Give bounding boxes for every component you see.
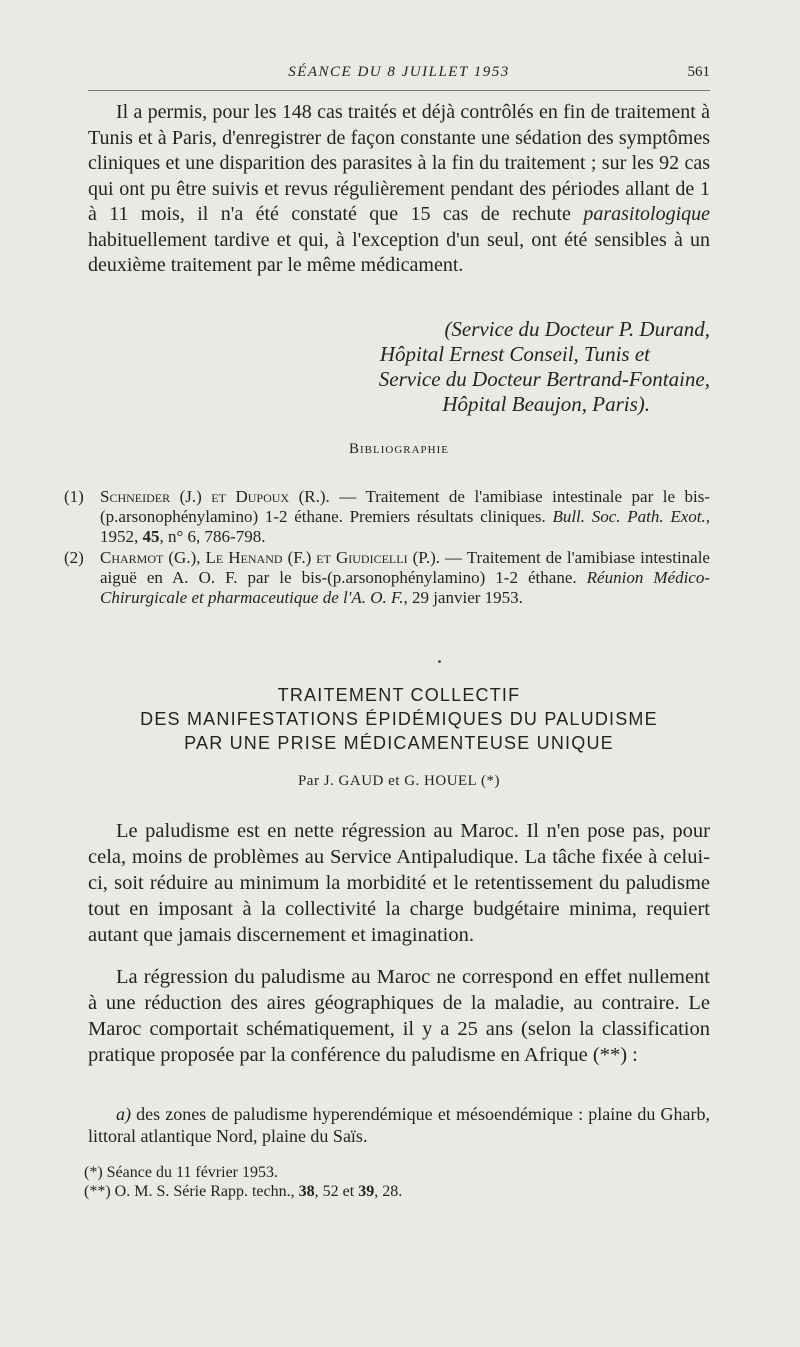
intro-text: Il a permis, pour les 148 cas traités et déjà contrôlés en fin de traitement à Tunis et à Paris, d'enregistrer de façon constante une sédation des symptômes cliniques et une disparition des parasites à la fin du traitement ; sur les 92 cas qui ont pu être suivis et revus régulièrement pendant des périodes allant de 1 à 11 mois, il n'a été constaté que 15 cas de rechute [88, 101, 710, 225]
article-title-line: TRAITEMENT COLLECTIF [277, 685, 521, 705]
signature-block [300, 317, 710, 417]
article-paragraph: Le paludisme est en nette régression au Maroc. Il n'en pose pas, pour cela, moins de problèmes au Service Antipaludique. La tâche fixée à celui-ci, soit réduire au minimum la morbidité et le retentissement du paludisme tout en imposant à la collectivité la charge budgétaire minima, requiert autant que jamais discernement et imagination. [88, 820, 710, 946]
reference-authors: Schneider (J.) et Dupoux (R.). [100, 487, 330, 506]
footnote [84, 1182, 706, 1201]
bibliography-title: Bibliographie [349, 441, 449, 457]
reference-year: , 1952, [100, 507, 710, 546]
signature-line: Hôpital Beaujon, Paris). [442, 392, 650, 416]
intro-italic: parasitologique [583, 203, 711, 225]
intro-tail: habituellement tardive et qui, à l'exception d'un seul, ont été sensibles à un deuxième traitement par le même médicament. [88, 228, 710, 276]
article-paragraph: La régression du paludisme au Maroc ne correspond en effet nullement à une réduction des aires géographiques de la maladie, au contraire. Le Maroc comportait schématiquement, il y a 25 ans (selon la classification pratique proposée par la conférence du paludisme en Afrique (**) : [88, 966, 710, 1066]
footnotes [84, 1163, 706, 1201]
footnote: (*) Séance du 11 février 1953. [84, 1164, 278, 1181]
footnote-volume: 39 [358, 1183, 375, 1200]
article-list-item [88, 1103, 710, 1147]
intro-paragraph-block [88, 100, 710, 279]
reference-authors: Charmot (G.), Le Henand (F.) et Giudicelli (P.). [100, 548, 440, 567]
reference-journal: Réunion Médico-Chirurgicale et pharmaceutique de l'A. O. F. [100, 568, 711, 607]
article-list-item-block [88, 1103, 710, 1147]
list-item-text: des zones de paludisme hyperendémique et mésoendémique : plaine du Gharb, littoral atlantique Nord, plaine du Saïs. [88, 1104, 710, 1146]
running-header [88, 62, 710, 91]
reference-item [64, 548, 710, 608]
page-number: 561 [687, 64, 710, 80]
reference-text: — Traitement de l'amibiase intestinale par le bis-(p.arsonophénylamino) 1-2 éthane. Premiers résultats cliniques. [100, 487, 711, 526]
article-authors: Par J. GAUD et G. HOUEL (*) [297, 773, 501, 789]
intro-paragraph [88, 100, 710, 279]
reference-pages: , n° 6, 786-798. [159, 527, 266, 546]
signature-line: Hôpital Ernest Conseil, Tunis et [379, 342, 650, 366]
reference-number: (2) [64, 548, 84, 567]
reference-number: (1) [64, 487, 84, 506]
reference-item [64, 487, 710, 547]
footnote-text: , 52 et [314, 1183, 359, 1200]
article-title-line: PAR UNE PRISE MÉDICAMENTEUSE UNIQUE [184, 733, 614, 753]
article-paragraph-1-block [88, 818, 710, 948]
footnote-text: (**) O. M. S. Série Rapp. techn., [84, 1183, 299, 1200]
reference-text: — Traitement de l'amibiase intestinale aiguë en A. O. F. par le bis-(p.arsonophénylamino) 1-2 éthane. [100, 548, 710, 587]
signature-line: (Service du Docteur P. Durand, [444, 317, 710, 341]
footnote-volume: 38 [298, 1183, 315, 1200]
list-item-label: a) [116, 1104, 131, 1124]
separator-dot [438, 660, 441, 663]
article-title-line: DES MANIFESTATIONS ÉPIDÉMIQUES DU PALUDISME [140, 709, 658, 729]
reference-journal: Bull. Soc. Path. Exot. [552, 507, 706, 526]
article-paragraph-2-block [88, 964, 710, 1068]
reference-volume: 45 [142, 527, 160, 546]
signature-line: Service du Docteur Bertrand-Fontaine, [378, 367, 710, 391]
article-title [88, 683, 710, 755]
running-title: SÉANCE DU 8 JUILLET 1953 [288, 64, 510, 80]
reference-date: , 29 janvier 1953. [403, 588, 523, 607]
footnote-text: , 28. [374, 1183, 403, 1200]
